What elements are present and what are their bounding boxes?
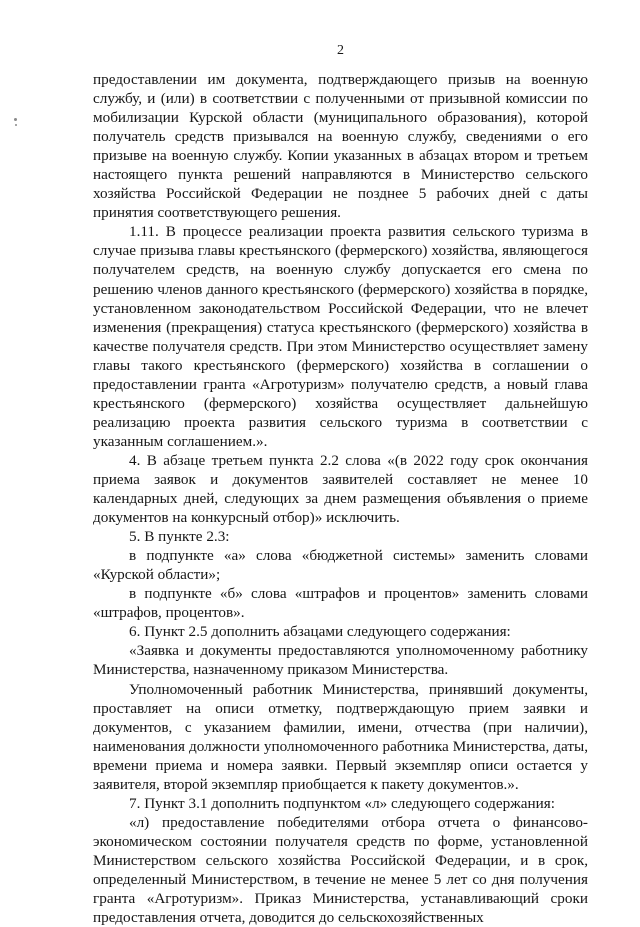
paragraph: 1.11. В процессе реализации проекта развития сельского туризма в случае призыва главы крестьянского (фермерского) хозяйства, являющегося получателем средств, на военную службу допускается его смена по решению членов данного крестьянского (фермерского) хозяйства в порядке, установленном законодательством Российской Федерации, что не влечет изменения (прекращения) статуса крестьянского (фермерского) хозяйства в качестве получателя средств. При этом Министерство осуществляет замену главы такого крестьянского (фермерского) хозяйства в соглашении о предоставлении гранта «Агротуризм» получателю средств, а новый глава крестьянского (фермерского) хозяйства осуществляет дальнейшую реализацию проекта развития сельского туризма в соответствии с указанным соглашением.».	[93, 223, 588, 450]
page-number: 2	[337, 43, 344, 58]
document-body	[93, 70, 588, 927]
paragraph: предоставлении им документа, подтверждающего призыв на военную службу, и (или) в соответствии с полученными от призывной комиссии по мобилизации Курской области (муниципального образования), которой получатель средств призывался на военную службу, сведениями о его призыве на военную службу. Копии указанных в абзацах втором и третьем настоящего пункта решений направляются в Министерство сельского хозяйства Российской Федерации не позднее 5 рабочих дней с даты принятия соответствующего решения.	[93, 71, 588, 222]
paragraph: в подпункте «а» слова «бюджетной системы» заменить словами «Курской области»;	[93, 547, 588, 584]
paragraph: «л) предоставление победителями отбора отчета о финансово-экономическом состоянии получателя средств по форме, установленной Министерством сельского хозяйства Российской Федерации, и в срок, определенный Министерством, в течение не менее 5 лет со дня получения гранта «Агротуризм». Приказ Министерства, устанавливающий сроки предоставления отчета, доводится до сельскохозяйственных	[93, 813, 588, 927]
scan-speck	[14, 118, 17, 121]
paragraph: 7. Пункт 3.1 дополнить подпунктом «л» следующего содержания:	[129, 794, 555, 812]
paragraph: Уполномоченный работник Министерства, принявший документы, проставляет на описи отметку, подтверждающую прием заявки и документов, с указанием фамилии, имени, отчества (при наличии), наименования должности уполномоченного работника Министерства, даты, времени приема и номера заявки. Первый экземпляр описи остается у заявителя, второй экземпляр приобщается к пакету документов.».	[93, 680, 588, 793]
paragraph: «Заявка и документы предоставляются уполномоченному работнику Министерства, назначенному приказом Министерства.	[93, 642, 588, 679]
paragraph: 4. В абзаце третьем пункта 2.2 слова «(в 2022 году срок окончания приема заявок и документов заявителей составляет не менее 10 календарных дней, следующих за днем размещения объявления о приеме документов на конкурсный отбор)» исключить.	[93, 451, 588, 527]
paragraph: в подпункте «б» слова «штрафов и процентов» заменить словами «штрафов, процентов».	[93, 585, 588, 622]
scan-speck	[15, 124, 17, 126]
paragraph: 6. Пункт 2.5 дополнить абзацами следующего содержания:	[129, 623, 511, 641]
paragraph: 5. В пункте 2.3:	[129, 528, 230, 546]
